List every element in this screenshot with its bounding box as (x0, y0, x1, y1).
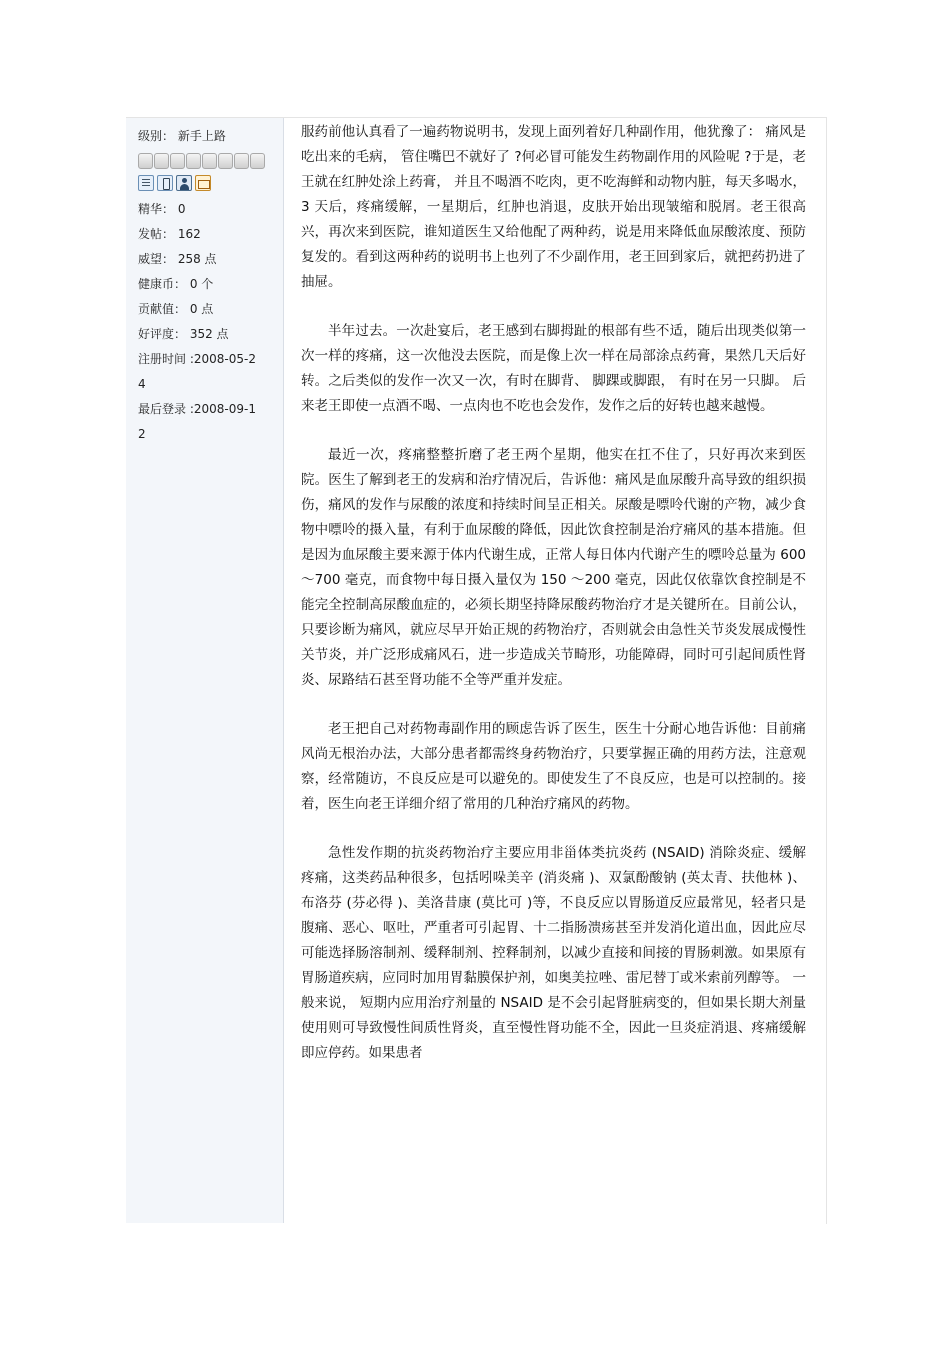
post-content (301, 120, 806, 1090)
user-contribution: 贡献值： 0 点 (138, 302, 214, 316)
paragraph: 服药前他认真看了一遍药物说明书，发现上面列着好几种副作用，他犹豫了： 痛风是吃出来的毛病， 管住嘴巴不就好了 ?何必冒可能发生药物副作用的风险呢 ?于是，老王就在红肿处涂上药膏， 并且不喝酒不吃肉，更不吃海鲜和动物内脏，每天多喝水， 3 天后，疼痛缓解，一星期后，红肿也消退，皮肤开始出现皱缩和脱屑。老王很高兴，再次来到医院，谁知道医生又给他配了两种药，说是用来降低血尿酸浓度、预防复发的。看到这两种药的说明书上也列了不少副作用，老王回到家后，就把药扔进了抽屉。 (301, 124, 806, 290)
message-icon[interactable] (195, 175, 211, 191)
user-action-icons (138, 175, 283, 193)
user-last-login-cont: 2 (138, 427, 146, 441)
rank-star-icon (218, 153, 233, 169)
user-profile-sidebar (126, 118, 284, 1223)
paragraph: 老王把自己对药物毒副作用的顾虑告诉了医生，医生十分耐心地告诉他：目前痛风尚无根治办法，大部分患者都需终身药物治疗，只要掌握正确的用药方法，注意观察，经常随访，不良反应是可以避免的。即使发生了不良反应，也是可以控制的。接着，医生向老王详细介绍了常用的几种治疗痛风的药物。 (301, 721, 806, 812)
user-prestige: 威望： 258 点 (138, 252, 217, 266)
paragraph: 最近一次，疼痛整整折磨了老王两个星期，他实在扛不住了，只好再次来到医院。医生了解到老王的发病和治疗情况后，告诉他：痛风是血尿酸升高导致的组织损伤，痛风的发作与尿酸的浓度和持续时间呈正相关。尿酸是嘌呤代谢的产物，减少食物中嘌呤的摄入量，有利于血尿酸的降低，因此饮食控制是治疗痛风的基本措施。但是因为血尿酸主要来源于体内代谢生成，正常人每日体内代谢产生的嘌呤总量为 600 ～700 毫克，而食物中每日摄入量仅为 150 ～200 毫克，因此仅依靠饮食控制是不能完全控制高尿酸血症的，必须长期坚持降尿酸药物治疗才是关键所在。目前公认，只要诊断为痛风，就应尽早开始正规的药物治疗，否则就会由急性关节炎发展成慢性关节炎，并广泛形成痛风石，进一步造成关节畸形，功能障碍，同时可引起间质性肾炎、尿路结石甚至肾功能不全等严重并发症。 (301, 447, 806, 688)
user-health-coins: 健康币： 0 个 (138, 277, 214, 291)
phone-icon[interactable] (157, 175, 173, 191)
rank-star-icon (154, 153, 169, 169)
rank-star-icon (250, 153, 265, 169)
document-icon[interactable] (138, 175, 154, 191)
user-essence: 精华： 0 (138, 202, 186, 216)
paragraph: 半年过去。一次赴宴后，老王感到右脚拇趾的根部有些不适，随后出现类似第一次一样的疼痛，这一次他没去医院，而是像上次一样在局部涂点药膏，果然几天后好转。之后类似的发作一次又一次，有时在脚背、 脚踝或脚跟， 有时在另一只脚。 后来老王即使一点酒不喝、一点肉也不吃也会发作，发作之后的好转也越来越慢。 (301, 323, 806, 414)
rank-star-icon (202, 153, 217, 169)
user-posts: 发帖： 162 (138, 227, 201, 241)
paragraph: 急性发作期的抗炎药物治疗主要应用非甾体类抗炎药 (NSAID) 消除炎症、缓解疼痛，这类药品种很多，包括吲哚美辛 (消炎痛 )、双氯酚酸钠 (英太青、扶他林 )、布洛芬 (芬必得 )、美洛昔康 (莫比可 )等，不良反应以胃肠道反应最常见，轻者只是腹痛、恶心、呕吐，严重者可引起胃、十二指肠溃疡甚至并发消化道出血，因此应尽可能选择肠溶制剂、缓释制剂、控释制剂，以减少直接和间接的胃肠刺激。如果原有胃肠道疾病，应同时加用胃黏膜保护剂，如奥美拉唑、雷尼替丁或米索前列醇等。 一般来说， 短期内应用治疗剂量的 NSAID 是不会引起肾脏病变的，但如果长期大剂量使用则可导致慢性间质性肾炎，直至慢性肾功能不全，因此一旦炎症消退、疼痛缓解即应停药。如果患者 (301, 845, 806, 1061)
rank-stars (138, 153, 283, 171)
user-registered: 注册时间 :2008-05-2 (138, 352, 256, 366)
rank-star-icon (186, 153, 201, 169)
user-level: 级别： 新手上路 (138, 129, 226, 143)
user-rating: 好评度： 352 点 (138, 327, 229, 341)
rank-star-icon (138, 153, 153, 169)
user-last-login: 最后登录 :2008-09-1 (138, 402, 256, 416)
rank-star-icon (170, 153, 185, 169)
rank-star-icon (234, 153, 249, 169)
user-icon[interactable] (176, 175, 192, 191)
user-registered-cont: 4 (138, 377, 146, 391)
